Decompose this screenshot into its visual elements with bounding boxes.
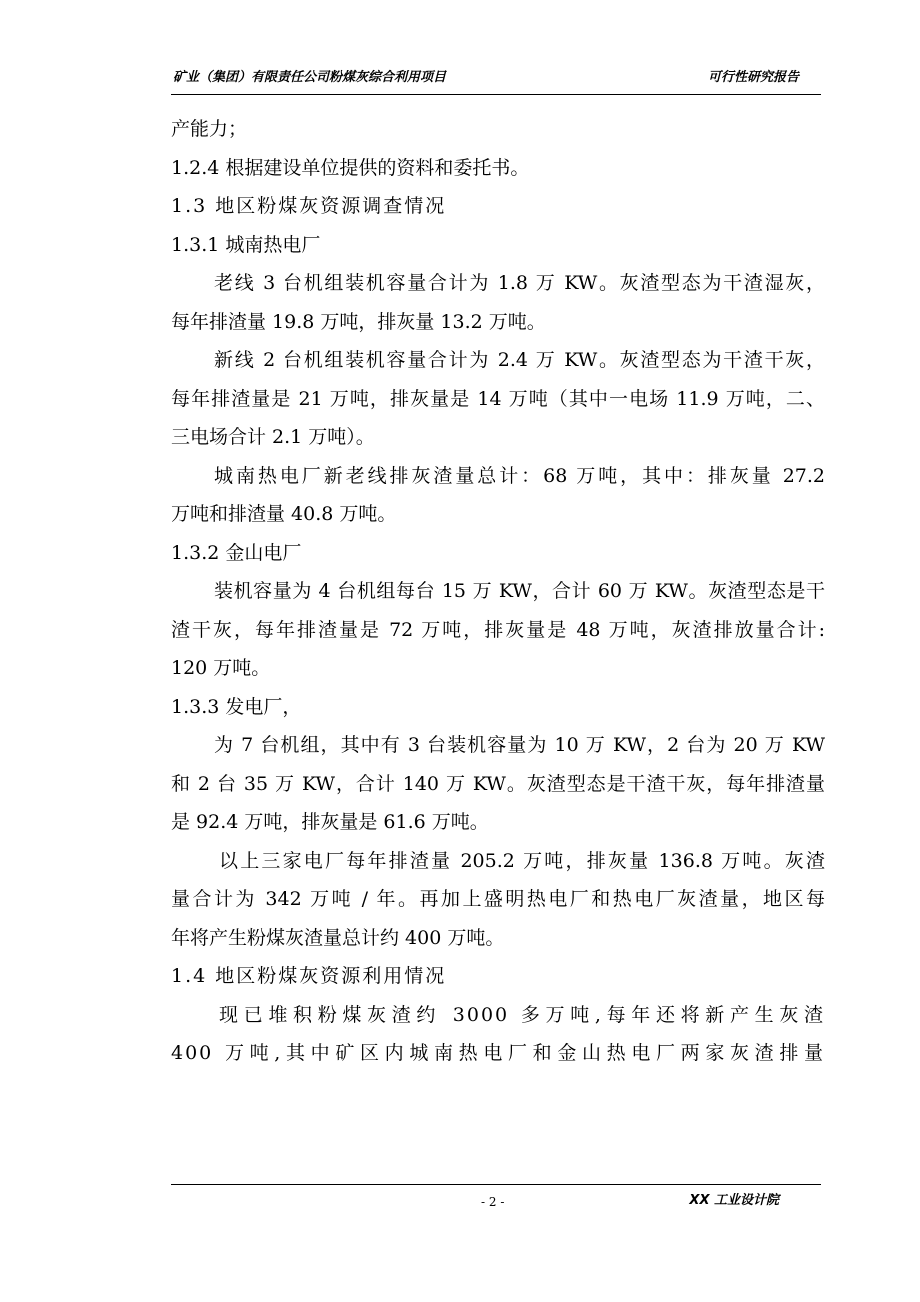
paragraph-line: 万吨和排渣量 40.8 万吨。 xyxy=(171,503,397,525)
paragraph-line: 以上三家电厂每年排渣量 205.2 万吨，排灰量 136.8 万吨。灰渣 xyxy=(219,849,825,872)
page-footer xyxy=(171,1184,821,1209)
paragraph-line: 为 7 台机组，其中有 3 台装机容量为 10 万 KW，2 台为 20 万 KW xyxy=(214,734,825,756)
paragraph-line: 渣干灰，每年排渣量是 72 万吨，排灰量是 48 万吨，灰渣排放量合计: xyxy=(171,618,825,641)
document-body xyxy=(171,110,825,1073)
header-project-title: 矿业（集团）有限责任公司粉煤灰综合利用项目 xyxy=(173,70,447,85)
page-number: - 2 - xyxy=(481,1195,505,1209)
section-heading-1-3-2: 1.3.2 金山电厂 xyxy=(171,541,302,564)
section-heading-1-3-3: 1.3.3 发电厂， xyxy=(171,695,302,718)
section-heading-1-4: 1.4 地区粉煤灰资源利用情况 xyxy=(171,965,447,987)
footer-organization: XX 工业设计院 xyxy=(689,1193,779,1208)
paragraph-line: 城南热电厂新老线排灰渣量总计：68 万吨，其中：排灰量 27.2 xyxy=(214,464,825,487)
paragraph-line: 装机容量为 4 台机组每台 15 万 KW，合计 60 万 KW。灰渣型态是干 xyxy=(214,580,825,602)
paragraph-line: 是 92.4 万吨，排灰量是 61.6 万吨。 xyxy=(171,811,489,833)
paragraph-line: 现已堆积粉煤灰渣约 3000 多万吨,每年还将新产生灰渣 xyxy=(219,1003,825,1026)
paragraph-line: 三电场合计 2.1 万吨）。 xyxy=(171,426,375,448)
paragraph-line: 每年排渣量是 21 万吨，排灰量是 14 万吨（其中一电场 11.9 万吨，二、 xyxy=(171,387,825,410)
header-report-type: 可行性研究报告 xyxy=(707,70,799,85)
section-item-1-2-4: 1.2.4 根据建设单位提供的资料和委托书。 xyxy=(171,156,530,179)
paragraph-line: 老线 3 台机组装机容量合计为 1.8 万 KW。灰渣型态为干渣湿灰， xyxy=(214,272,825,294)
paragraph-line: 年将产生粉煤灰渣量总计约 400 万吨。 xyxy=(171,926,505,949)
section-heading-1-3-1: 1.3.1 城南热电厂 xyxy=(171,233,321,256)
paragraph-line: 新线 2 台机组装机容量合计为 2.4 万 KW。灰渣型态为干渣干灰， xyxy=(214,349,825,371)
paragraph-line: 每年排渣量 19.8 万吨，排灰量 13.2 万吨。 xyxy=(171,310,546,333)
paragraph-line: 120 万吨。 xyxy=(171,657,271,679)
paragraph-line: 和 2 台 35 万 KW，合计 140 万 KW。灰渣型态是干渣干灰，每年排渣量 xyxy=(171,772,825,795)
paragraph-line: 400 万吨,其中矿区内城南热电厂和金山热电厂两家灰渣排量 xyxy=(171,1042,825,1064)
section-heading-1-3: 1.3 地区粉煤灰资源调查情况 xyxy=(171,195,447,217)
page-header xyxy=(171,62,821,95)
paragraph-line: 量合计为 342 万吨 / 年。再加上盛明热电厂和热电厂灰渣量，地区每 xyxy=(171,888,825,910)
paragraph-line: 产能力； xyxy=(171,118,248,140)
